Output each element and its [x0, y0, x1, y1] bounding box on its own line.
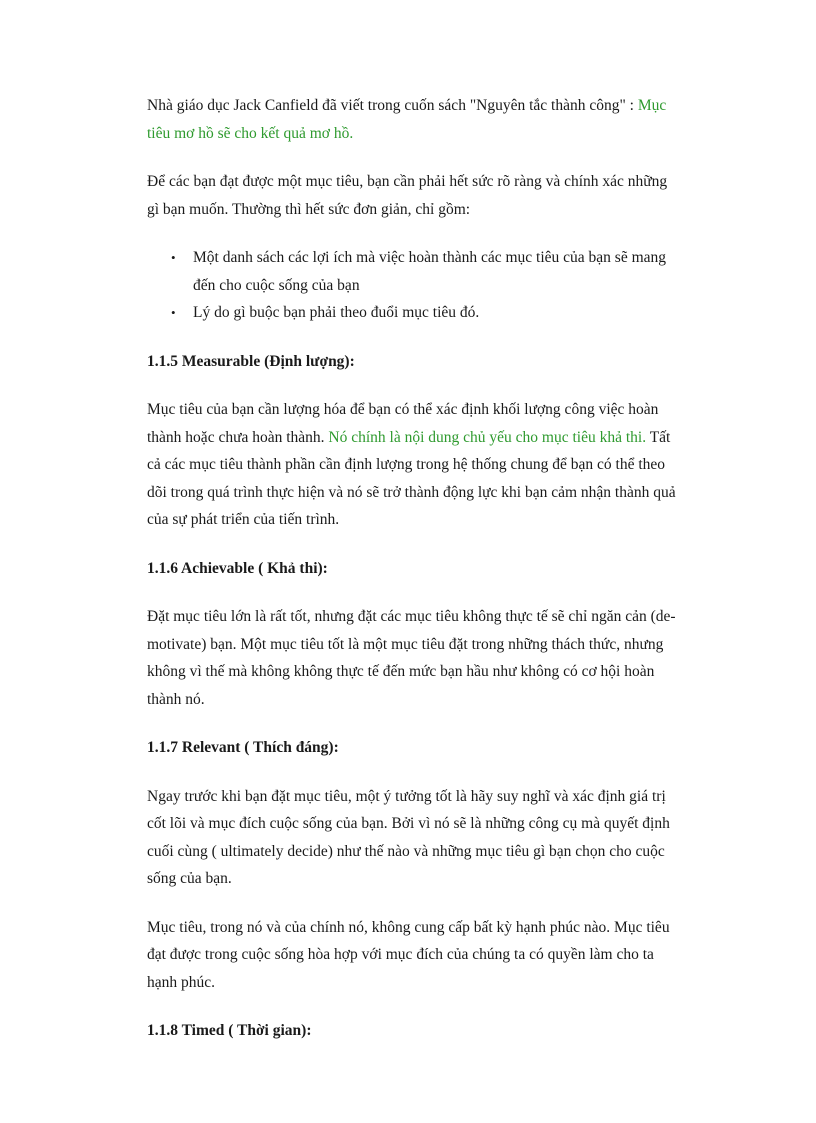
- measurable-text-before: Mục tiêu của bạn cần lượng hóa để bạn có thể xác định khối lượng công việc hoàn thành hoặc chưa hoàn thành.: [147, 401, 659, 446]
- list-item-text: Một danh sách các lợi ích mà việc hoàn thành các mục tiêu của bạn sẽ mang đến cho cuộc sống của bạn: [193, 249, 667, 294]
- measurable-text-after: Tất cả các mục tiêu thành phần cần định lượng trong hệ thống chung để bạn có thể theo dõi trong quá trình thực hiện và nó sẽ trở thành động lực khi bạn cảm nhận thành quả của sự phát triển của tiến trình.: [147, 428, 676, 528]
- intro-quote: Mục tiêu mơ hồ sẽ cho kết quả mơ hồ.: [147, 97, 667, 142]
- specific-paragraph: Để các bạn đạt được một mục tiêu, bạn cần phải hết sức rõ ràng và chính xác những gì bạn muốn. Thường thì hết sức đơn giản, chỉ gồm:: [147, 173, 668, 218]
- measurable-paragraph: [147, 396, 677, 534]
- achievable-paragraph: Đặt mục tiêu lớn là rất tốt, nhưng đặt các mục tiêu không thực tế sẽ chỉ ngăn cản (de-motivate) bạn. Một mục tiêu tốt là một mục tiêu đặt trong những thách thức, nhưng không vì thế mà không không thực tế đến mức bạn hầu như không có cơ hội hoàn thành nó.: [147, 608, 676, 708]
- list-item: [147, 299, 677, 327]
- heading-timed: 1.1.8 Timed ( Thời gian):: [147, 1022, 312, 1039]
- intro-text: Nhà giáo dục Jack Canfield đã viết trong cuốn sách "Nguyên tắc thành công" :: [147, 97, 638, 114]
- bullet-icon: •: [171, 305, 176, 320]
- benefits-list: [147, 244, 677, 327]
- measurable-highlight: Nó chính là nội dung chủ yếu cho mục tiêu khả thi.: [328, 428, 647, 446]
- bullet-icon: •: [171, 250, 176, 265]
- document-page: [147, 92, 677, 1066]
- list-item: [147, 244, 677, 299]
- heading-achievable: 1.1.6 Achievable ( Khả thi):: [147, 559, 328, 577]
- relevant-paragraph-1: Ngay trước khi bạn đặt mục tiêu, một ý tưởng tốt là hãy suy nghĩ và xác định giá trị cốt lõi và mục đích cuộc sống của bạn. Bởi vì nó sẽ là những công cụ mà quyết định cuối cùng ( ultimately decide) như thế nào và những mục tiêu gì bạn chọn cho cuộc sống của bạn.: [147, 787, 670, 887]
- intro-paragraph: [147, 92, 677, 147]
- list-item-text: Lý do gì buộc bạn phải theo đuổi mục tiêu đó.: [193, 304, 480, 321]
- heading-measurable: 1.1.5 Measurable (Định lượng):: [147, 352, 355, 370]
- relevant-paragraph-2: Mục tiêu, trong nó và của chính nó, không cung cấp bất kỳ hạnh phúc nào. Mục tiêu đạt được trong cuộc sống hòa hợp với mục đích của chúng ta có quyền làm cho ta hạnh phúc.: [147, 918, 670, 991]
- heading-relevant: 1.1.7 Relevant ( Thích đáng):: [147, 739, 339, 756]
